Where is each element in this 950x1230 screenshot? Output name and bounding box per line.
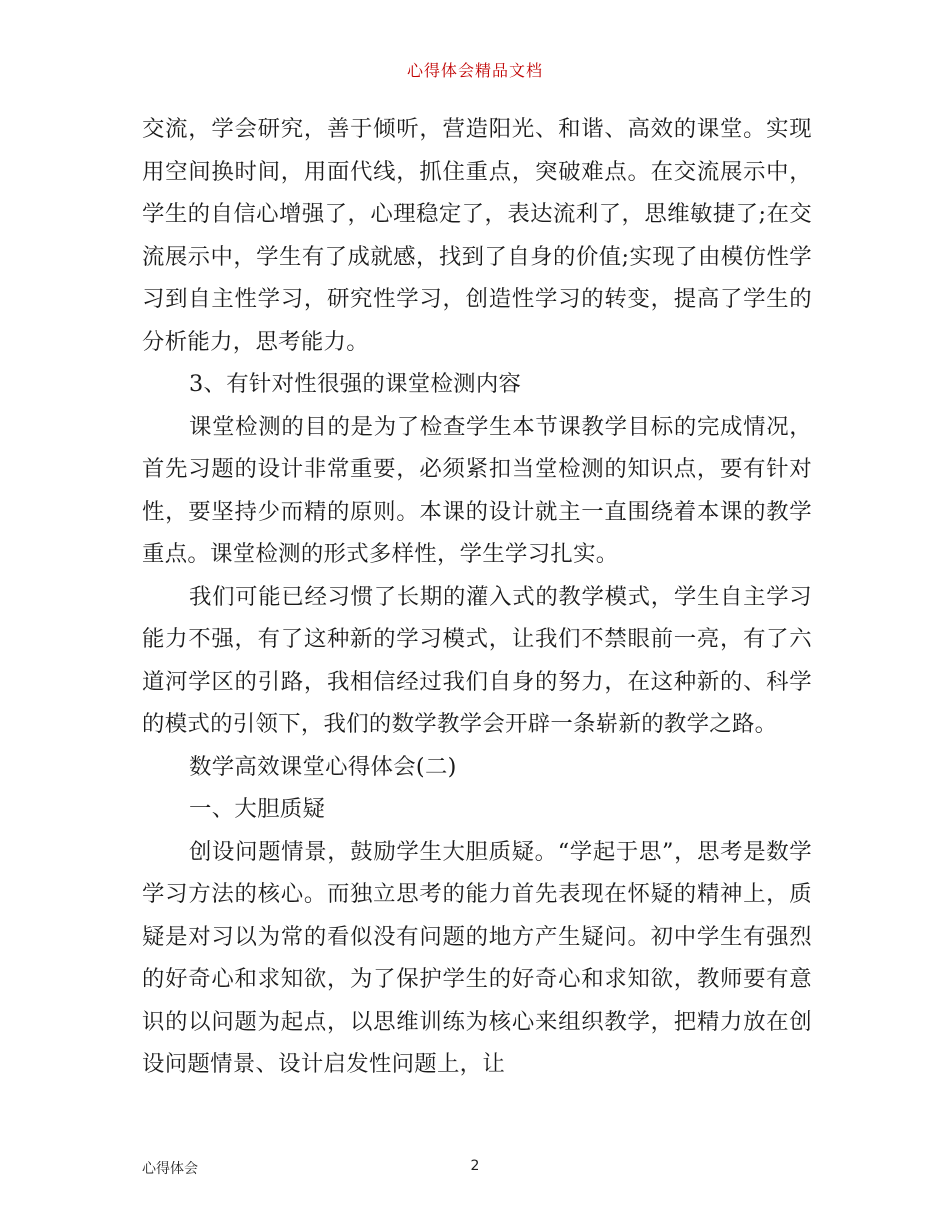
- footer-label: 心得体会: [142, 1161, 198, 1177]
- paragraph-questioning: 创设问题情景，鼓励学生大胆质疑。“学起于思”，思考是数学学习方法的核心。而独立思考的能力首先表现在怀疑的精神上，质疑是对习以为常的看似没有问题的地方产生疑问。初中学生有强烈的好奇心和求知欲，为了保护学生的好奇心和求知欲，教师要有意识的以问题为起点，以思维训练为核心来组织教学，把精力放在创设问题情景、设计启发性问题上，让: [142, 838, 812, 1077]
- paragraph-continued: 交流，学会研究，善于倾听，营造阳光、和谐、高效的课堂。实现用空间换时间，用面代线，抓住重点，突破难点。在交流展示中，学生的自信心增强了，心理稳定了，表达流利了，思维敏捷了;在交流展示中，学生有了成就感，找到了自身的价值;实现了由模仿性学习到自主性学习，研究性学习，创造性学习的转变，提高了学生的分析能力，思考能力。: [142, 116, 812, 355]
- section-heading-3: 3、有针对性很强的课堂检测内容: [189, 371, 522, 397]
- section-heading-1: 一、大胆质疑: [189, 796, 326, 822]
- page-header-title: 心得体会精品文档: [406, 61, 543, 80]
- page-number: 2: [470, 1158, 480, 1174]
- paragraph-classroom-test: 课堂检测的目的是为了检查学生本节课教学目标的完成情况，首先习题的设计非常重要，必须紧扣当堂检测的知识点，要有针对性，要坚持少而精的原则。本课的设计就主一直围绕着本课的教学重点。课堂检测的形式多样性，学生学习扎实。: [142, 413, 812, 567]
- article-title-2: 数学高效课堂心得体会(二): [189, 753, 457, 780]
- document-body: [142, 108, 812, 1086]
- paragraph-teaching-mode: 我们可能已经习惯了长期的灌入式的教学模式，学生自主学习能力不强，有了这种新的学习模式，让我们不禁眼前一亮，有了六道河学区的引路，我相信经过我们自身的努力，在这种新的、科学的模式的引领下，我们的数学教学会开辟一条崭新的教学之路。: [142, 583, 812, 737]
